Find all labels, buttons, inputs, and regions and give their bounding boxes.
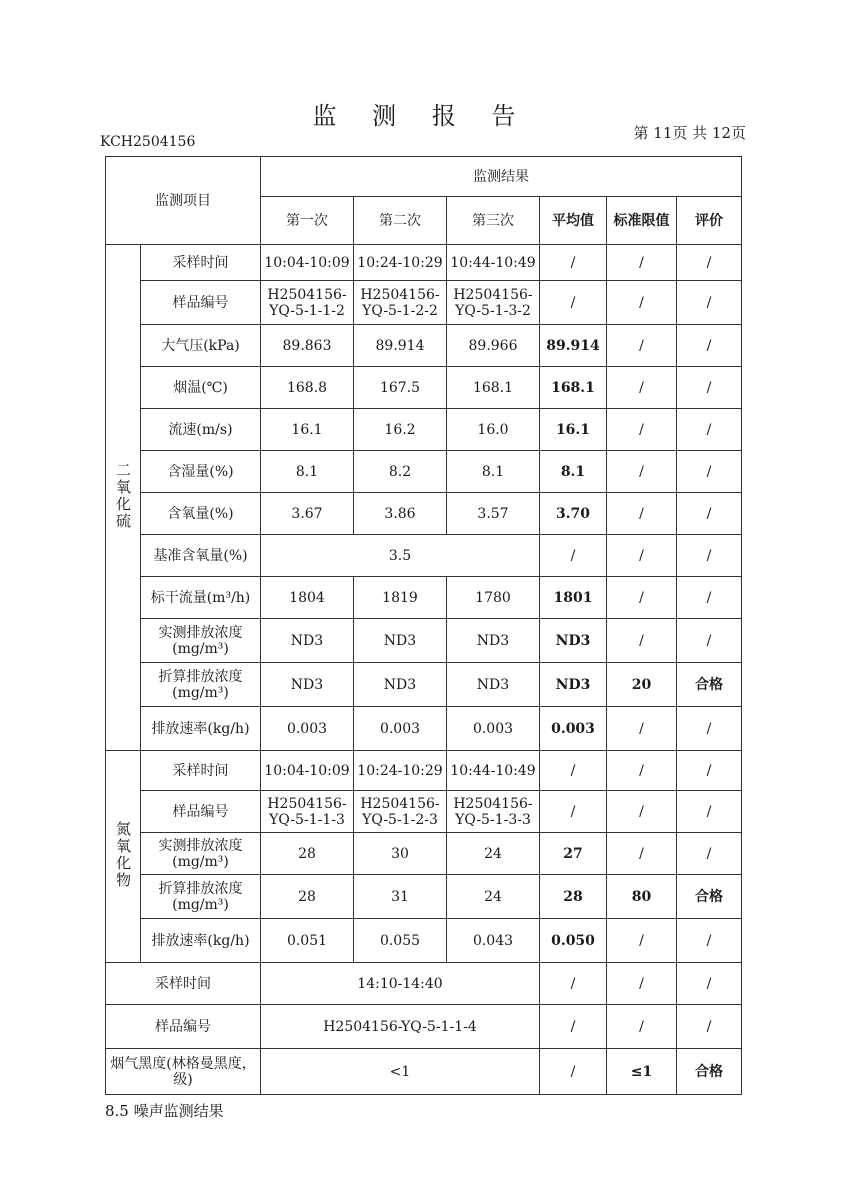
cell-limit: / [607, 963, 677, 1005]
cell-avg: 16.1 [540, 409, 607, 451]
nox-group-label: 氮氧化物 [106, 751, 141, 963]
cell-avg: 27 [540, 833, 607, 875]
cell-eval: / [677, 963, 742, 1005]
cell-eval: / [677, 1005, 742, 1049]
cell-limit: / [607, 451, 677, 493]
header-first: 第一次 [261, 197, 354, 245]
cell-eval: / [677, 535, 742, 577]
cell-v3: 0.043 [447, 919, 540, 963]
cell-avg: / [540, 791, 607, 833]
cell-v2: 31 [354, 875, 447, 919]
cell-limit: / [607, 751, 677, 791]
row-label: 折算排放浓度(mg/m³) [141, 875, 261, 919]
header-third: 第三次 [447, 197, 540, 245]
cell-v2: 30 [354, 833, 447, 875]
cell-v2: 16.2 [354, 409, 447, 451]
row-label: 烟气黑度(林格曼黑度，级) [106, 1049, 261, 1095]
cell-v2: 10:24-10:29 [354, 751, 447, 791]
cell-avg: / [540, 245, 607, 281]
document-number: KCH2504156 [100, 134, 196, 150]
row-label: 采样时间 [106, 963, 261, 1005]
cell-eval: / [677, 409, 742, 451]
cell-eval: 合格 [677, 1049, 742, 1095]
cell-v2: ND3 [354, 619, 447, 663]
cell-limit: ≤1 [607, 1049, 677, 1095]
cell-v3: H2504156-YQ-5-1-3-3 [447, 791, 540, 833]
cell-limit: / [607, 409, 677, 451]
cell-v2: 0.055 [354, 919, 447, 963]
cell-limit: 20 [607, 663, 677, 707]
cell-limit: / [607, 493, 677, 535]
page-info: 第 11页 共 12页 [633, 124, 746, 142]
cell-v3: ND3 [447, 663, 540, 707]
cell-v1: 0.003 [261, 707, 354, 751]
row-label: 样品编号 [141, 791, 261, 833]
header-average: 平均值 [540, 197, 607, 245]
cell-v2: H2504156-YQ-5-1-2-3 [354, 791, 447, 833]
header-second: 第二次 [354, 197, 447, 245]
cell-v1: 10:04-10:09 [261, 245, 354, 281]
cell-eval: / [677, 833, 742, 875]
row-label: 采样时间 [141, 245, 261, 281]
cell-v1: 89.863 [261, 325, 354, 367]
cell-v1: 16.1 [261, 409, 354, 451]
row-label: 标干流量(m³/h) [141, 577, 261, 619]
cell-v3: ND3 [447, 619, 540, 663]
cell-avg: / [540, 1005, 607, 1049]
cell-avg: 89.914 [540, 325, 607, 367]
cell-v1: H2504156-YQ-5-1-1-3 [261, 791, 354, 833]
cell-eval: / [677, 577, 742, 619]
cell-v1: 3.67 [261, 493, 354, 535]
section-heading-noise: 8.5 噪声监测结果 [105, 1102, 224, 1120]
cell-limit: / [607, 367, 677, 409]
header-item: 监测项目 [106, 157, 261, 245]
cell-v3: 16.0 [447, 409, 540, 451]
cell-limit: / [607, 791, 677, 833]
report-title: 监 测 报 告 [312, 102, 530, 130]
cell-v3: 1780 [447, 577, 540, 619]
cell-eval: 合格 [677, 663, 742, 707]
cell-avg: 28 [540, 875, 607, 919]
cell-v3: 0.003 [447, 707, 540, 751]
cell-limit: / [607, 535, 677, 577]
row-label: 排放速率(kg/h) [141, 707, 261, 751]
row-label: 基准含氧量(%) [141, 535, 261, 577]
cell-eval: / [677, 245, 742, 281]
row-label: 采样时间 [141, 751, 261, 791]
cell-v1: 8.1 [261, 451, 354, 493]
cell-avg: ND3 [540, 663, 607, 707]
cell-v3: 10:44-10:49 [447, 751, 540, 791]
cell-v3: 3.57 [447, 493, 540, 535]
cell-v1: ND3 [261, 619, 354, 663]
cell-merged: 14:10-14:40 [261, 963, 540, 1005]
cell-eval: / [677, 367, 742, 409]
so2-group-label: 二氧化硫 [106, 245, 141, 751]
row-label: 含氧量(%) [141, 493, 261, 535]
cell-avg: ND3 [540, 619, 607, 663]
cell-eval: / [677, 451, 742, 493]
cell-eval: / [677, 751, 742, 791]
cell-avg: 0.050 [540, 919, 607, 963]
cell-v2: 1819 [354, 577, 447, 619]
row-label: 流速(m/s) [141, 409, 261, 451]
cell-v1: ND3 [261, 663, 354, 707]
cell-avg: 3.70 [540, 493, 607, 535]
cell-v1: 1804 [261, 577, 354, 619]
cell-eval: / [677, 791, 742, 833]
cell-v2: 0.003 [354, 707, 447, 751]
cell-v1: 168.8 [261, 367, 354, 409]
cell-avg: / [540, 751, 607, 791]
cell-v3: 10:44-10:49 [447, 245, 540, 281]
cell-limit: / [607, 245, 677, 281]
cell-avg: / [540, 535, 607, 577]
cell-avg: 8.1 [540, 451, 607, 493]
cell-limit: / [607, 619, 677, 663]
cell-v3: 24 [447, 833, 540, 875]
cell-eval: / [677, 619, 742, 663]
cell-merged: 3.5 [261, 535, 540, 577]
cell-avg: 1801 [540, 577, 607, 619]
row-label: 样品编号 [106, 1005, 261, 1049]
cell-v2: 167.5 [354, 367, 447, 409]
header-evaluation: 评价 [677, 197, 742, 245]
cell-limit: / [607, 833, 677, 875]
row-label: 含湿量(%) [141, 451, 261, 493]
cell-eval: 合格 [677, 875, 742, 919]
cell-avg: / [540, 1049, 607, 1095]
cell-merged: <1 [261, 1049, 540, 1095]
cell-v2: 3.86 [354, 493, 447, 535]
cell-v1: 10:04-10:09 [261, 751, 354, 791]
cell-v1: H2504156-YQ-5-1-1-2 [261, 281, 354, 325]
row-label: 折算排放浓度(mg/m³) [141, 663, 261, 707]
monitoring-results-table [105, 156, 742, 1095]
cell-limit: / [607, 281, 677, 325]
row-label: 样品编号 [141, 281, 261, 325]
cell-v3: 8.1 [447, 451, 540, 493]
cell-eval: / [677, 919, 742, 963]
cell-limit: 80 [607, 875, 677, 919]
row-label: 烟温(℃) [141, 367, 261, 409]
cell-avg: 0.003 [540, 707, 607, 751]
cell-v3: H2504156-YQ-5-1-3-2 [447, 281, 540, 325]
cell-v1: 28 [261, 833, 354, 875]
cell-v2: 10:24-10:29 [354, 245, 447, 281]
cell-avg: / [540, 963, 607, 1005]
row-label: 大气压(kPa) [141, 325, 261, 367]
cell-avg: / [540, 281, 607, 325]
row-label: 实测排放浓度(mg/m³) [141, 833, 261, 875]
cell-v2: ND3 [354, 663, 447, 707]
cell-v3: 24 [447, 875, 540, 919]
cell-v2: 89.914 [354, 325, 447, 367]
cell-limit: / [607, 1005, 677, 1049]
cell-eval: / [677, 493, 742, 535]
cell-merged: H2504156-YQ-5-1-1-4 [261, 1005, 540, 1049]
cell-eval: / [677, 707, 742, 751]
cell-avg: 168.1 [540, 367, 607, 409]
cell-limit: / [607, 577, 677, 619]
cell-v3: 89.966 [447, 325, 540, 367]
cell-limit: / [607, 919, 677, 963]
cell-v1: 28 [261, 875, 354, 919]
cell-limit: / [607, 325, 677, 367]
header-results: 监测结果 [261, 157, 742, 197]
row-label: 实测排放浓度(mg/m³) [141, 619, 261, 663]
cell-eval: / [677, 325, 742, 367]
header-limit: 标准限值 [607, 197, 677, 245]
cell-v2: 8.2 [354, 451, 447, 493]
cell-eval: / [677, 281, 742, 325]
cell-v2: H2504156-YQ-5-1-2-2 [354, 281, 447, 325]
row-label: 排放速率(kg/h) [141, 919, 261, 963]
cell-limit: / [607, 707, 677, 751]
cell-v3: 168.1 [447, 367, 540, 409]
cell-v1: 0.051 [261, 919, 354, 963]
